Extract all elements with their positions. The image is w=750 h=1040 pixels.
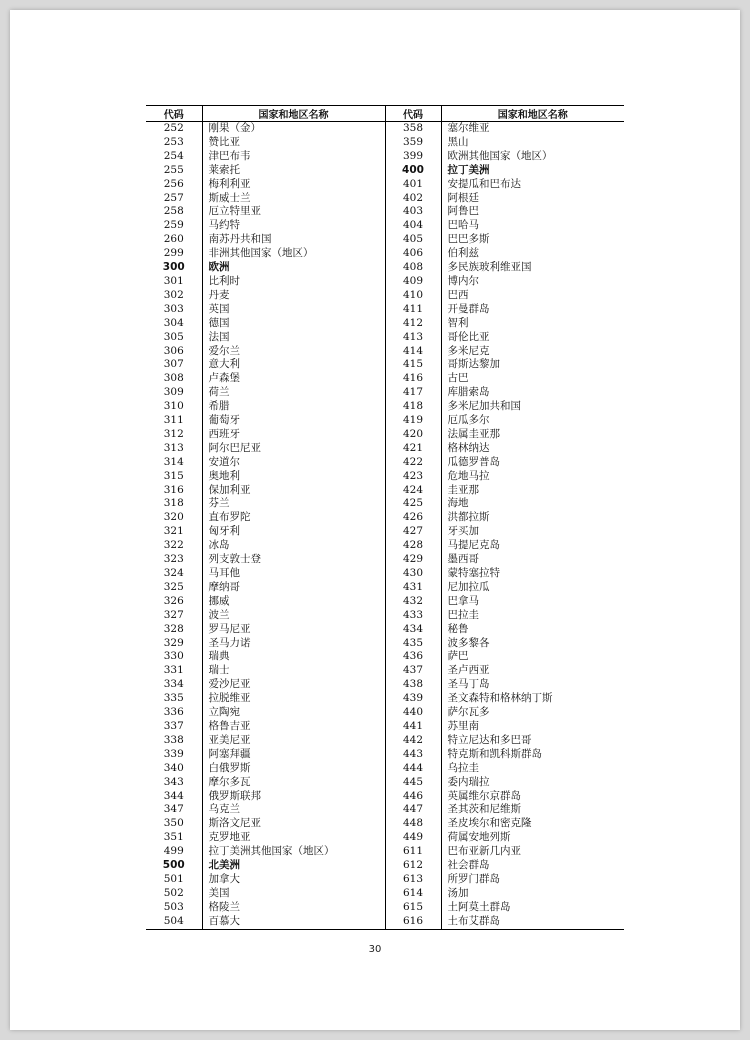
table-row: [146, 720, 624, 734]
country-name-cell: 圣其茨和尼维斯: [441, 803, 624, 817]
country-code-cell: 329: [163, 636, 184, 649]
table-row: [146, 678, 624, 692]
country-code-cell: 305: [163, 330, 184, 343]
table-row: [146, 762, 624, 776]
country-code-cell: 444: [385, 762, 441, 776]
country-code-cell: 449: [385, 831, 441, 845]
country-name-cell: 斯威士兰: [202, 192, 385, 206]
country-code-cell: 340: [163, 761, 184, 774]
country-name-cell: 秘鲁: [441, 623, 624, 637]
table-row: [146, 553, 624, 567]
country-code-cell: 615: [385, 901, 441, 915]
country-code-cell: 426: [385, 511, 441, 525]
country-code-cell: 414: [385, 345, 441, 359]
country-name-cell: 立陶宛: [202, 706, 385, 720]
country-code-cell: 612: [385, 859, 441, 873]
country-name-cell: 墨西哥: [441, 553, 624, 567]
document-page: [10, 10, 740, 1030]
country-name-cell: 巴哈马: [441, 219, 624, 233]
country-code-cell: 499: [163, 845, 184, 858]
country-name-cell: 多民族玻利维亚国: [441, 261, 624, 275]
table-row: [146, 345, 624, 359]
table-row: [146, 122, 624, 136]
country-code-cell: 310: [163, 400, 184, 413]
table-row: [146, 595, 624, 609]
country-code-cell: 424: [385, 484, 441, 498]
country-code-cell: 258: [163, 205, 184, 218]
table-row: [146, 178, 624, 192]
country-code-cell: 324: [163, 567, 184, 579]
country-name-cell: 阿塞拜疆: [202, 748, 385, 762]
table-header-row: [146, 106, 624, 122]
country-code-cell: 438: [385, 678, 441, 692]
country-name-cell: 格林纳达: [441, 442, 624, 456]
country-name-cell: 波兰: [202, 609, 385, 623]
country-name-cell: 克罗地亚: [202, 831, 385, 845]
country-code-cell: 419: [385, 414, 441, 428]
country-name-cell: 亚美尼亚: [202, 734, 385, 748]
country-name-cell: 波多黎各: [441, 637, 624, 651]
country-code-cell: 408: [385, 261, 441, 275]
country-code-cell: 501: [163, 872, 184, 885]
country-code-cell: 418: [385, 400, 441, 414]
country-name-cell: 法国: [202, 331, 385, 345]
country-code-cell: 359: [385, 136, 441, 150]
country-code-cell: 301: [163, 274, 184, 287]
table-row: [146, 915, 624, 929]
country-code-cell: 300: [162, 261, 185, 274]
country-code-cell: 415: [385, 358, 441, 372]
country-code-cell: 343: [163, 775, 184, 788]
country-name-cell: 瑞士: [202, 664, 385, 678]
country-name-cell: 莱索托: [202, 164, 385, 178]
country-code-cell: 323: [163, 553, 184, 566]
table-row: [146, 817, 624, 831]
country-code-cell: 410: [385, 289, 441, 303]
country-name-cell: 马耳他: [202, 567, 385, 581]
country-name-cell: 摩尔多瓦: [202, 776, 385, 790]
country-name-cell: 圣文森特和格林纳丁斯: [441, 692, 624, 706]
country-name-cell: 智利: [441, 317, 624, 331]
country-name-cell: 比利时: [202, 275, 385, 289]
country-code-cell: 399: [385, 150, 441, 164]
country-name-cell: 葡萄牙: [202, 414, 385, 428]
country-code-cell: 339: [163, 747, 184, 760]
country-code-cell: 417: [385, 386, 441, 400]
country-code-cell: 309: [163, 386, 184, 399]
table-row: [146, 803, 624, 817]
table-row: [146, 525, 624, 539]
country-name-cell: 丹麦: [202, 289, 385, 303]
country-name-cell: 非洲其他国家（地区）: [202, 247, 385, 261]
country-name-cell: 芬兰: [202, 497, 385, 511]
country-name-cell: 卢森堡: [202, 372, 385, 386]
country-code-cell: 448: [385, 817, 441, 831]
country-code-cell: 334: [163, 678, 184, 691]
country-code-cell: 432: [385, 595, 441, 609]
country-name-cell: 土布艾群岛: [441, 915, 624, 929]
table-row: [146, 901, 624, 915]
country-name-cell: 直布罗陀: [202, 511, 385, 525]
country-code-cell: 259: [163, 219, 184, 232]
country-name-cell: 特立尼达和多巴哥: [441, 734, 624, 748]
country-code-cell: 320: [163, 511, 184, 524]
table-body: [146, 122, 624, 930]
country-code-cell: 412: [385, 317, 441, 331]
country-name-cell: 多米尼加共和国: [441, 400, 624, 414]
country-name-cell: 北美洲: [202, 859, 385, 873]
country-name-cell: 特克斯和凯科斯群岛: [441, 748, 624, 762]
country-code-cell: 437: [385, 664, 441, 678]
table-row: [146, 581, 624, 595]
country-code-cell: 337: [163, 719, 184, 732]
table-row: [146, 247, 624, 261]
country-code-cell: 416: [385, 372, 441, 386]
header-code-right: 代码: [385, 106, 441, 122]
country-code-cell: 502: [163, 886, 184, 899]
country-name-cell: 百慕大: [202, 915, 385, 929]
country-code-cell: 402: [385, 192, 441, 206]
country-code-cell: 422: [385, 456, 441, 470]
country-code-cell: 500: [162, 859, 185, 872]
country-code-cell: 347: [163, 803, 184, 816]
country-name-cell: 圣马丁岛: [441, 678, 624, 692]
country-name-cell: 欧洲: [202, 261, 385, 275]
table-row: [146, 372, 624, 386]
country-code-cell: 338: [163, 733, 184, 746]
country-name-cell: 希腊: [202, 400, 385, 414]
country-name-cell: 牙买加: [441, 525, 624, 539]
country-name-cell: 阿尔巴尼亚: [202, 442, 385, 456]
country-name-cell: 圭亚那: [441, 484, 624, 498]
country-name-cell: 尼加拉瓜: [441, 581, 624, 595]
country-code-cell: 411: [385, 303, 441, 317]
table-row: [146, 650, 624, 664]
country-code-cell: 413: [385, 331, 441, 345]
country-code-cell: 306: [163, 344, 184, 357]
country-name-cell: 巴拉圭: [441, 609, 624, 623]
country-code-cell: 304: [163, 316, 184, 329]
country-code-cell: 425: [385, 497, 441, 511]
country-code-cell: 318: [163, 497, 184, 510]
table-row: [146, 776, 624, 790]
country-code-cell: 439: [385, 692, 441, 706]
country-code-cell: 350: [163, 817, 184, 830]
country-code-cell: 445: [385, 776, 441, 790]
country-code-cell: 400: [385, 164, 441, 178]
table-row: [146, 873, 624, 887]
country-name-cell: 梅利利亚: [202, 178, 385, 192]
table-row: [146, 748, 624, 762]
country-name-cell: 库腊索岛: [441, 386, 624, 400]
table-row: [146, 845, 624, 859]
country-name-cell: 伯利兹: [441, 247, 624, 261]
country-code-cell: 421: [385, 442, 441, 456]
country-code-cell: 503: [163, 900, 184, 913]
country-name-cell: 圣皮埃尔和密克隆: [441, 817, 624, 831]
country-name-cell: 萨尔瓦多: [441, 706, 624, 720]
table-row: [146, 192, 624, 206]
country-name-cell: 苏里南: [441, 720, 624, 734]
country-name-cell: 博内尔: [441, 275, 624, 289]
country-name-cell: 土阿莫土群岛: [441, 901, 624, 915]
country-name-cell: 汤加: [441, 887, 624, 901]
country-name-cell: 格陵兰: [202, 901, 385, 915]
country-name-cell: 多米尼克: [441, 345, 624, 359]
country-name-cell: 赞比亚: [202, 136, 385, 150]
country-code-table: [146, 105, 624, 930]
country-code-cell: 431: [385, 581, 441, 595]
country-code-cell: 315: [163, 469, 184, 482]
country-name-cell: 拉丁美洲: [441, 164, 624, 178]
country-name-cell: 列支敦士登: [202, 553, 385, 567]
country-code-cell: 256: [163, 177, 184, 190]
table-row: [146, 317, 624, 331]
country-code-cell: 260: [163, 233, 184, 246]
country-name-cell: 马提尼克岛: [441, 539, 624, 553]
country-code-cell: 403: [385, 205, 441, 219]
country-code-cell: 253: [163, 135, 184, 148]
country-code-cell: 611: [385, 845, 441, 859]
country-code-cell: 316: [163, 483, 184, 496]
country-code-cell: 440: [385, 706, 441, 720]
country-code-cell: 344: [163, 789, 184, 802]
table-row: [146, 511, 624, 525]
country-code-cell: 435: [385, 637, 441, 651]
table-row: [146, 331, 624, 345]
country-name-cell: 保加利亚: [202, 484, 385, 498]
country-code-cell: 613: [385, 873, 441, 887]
table-row: [146, 470, 624, 484]
table-row: [146, 623, 624, 637]
country-name-cell: 摩纳哥: [202, 581, 385, 595]
table-row: [146, 358, 624, 372]
table-row: [146, 400, 624, 414]
country-code-cell: 336: [163, 706, 184, 719]
country-code-cell: 308: [163, 372, 184, 385]
table-row: [146, 664, 624, 678]
table-row: [146, 386, 624, 400]
country-code-cell: 322: [163, 539, 184, 552]
country-name-cell: 哥伦比亚: [441, 331, 624, 345]
country-code-cell: 312: [163, 427, 184, 440]
country-name-cell: 巴布亚新几内亚: [441, 845, 624, 859]
country-name-cell: 所罗门群岛: [441, 873, 624, 887]
country-name-cell: 美国: [202, 887, 385, 901]
country-name-cell: 俄罗斯联邦: [202, 790, 385, 804]
country-name-cell: 爱尔兰: [202, 345, 385, 359]
country-name-cell: 巴巴多斯: [441, 233, 624, 247]
country-code-cell: 405: [385, 233, 441, 247]
country-code-cell: 321: [163, 525, 184, 538]
table-row: [146, 539, 624, 553]
country-code-cell: 313: [163, 441, 184, 454]
country-code-cell: 327: [163, 608, 184, 621]
country-name-cell: 乌拉圭: [441, 762, 624, 776]
country-name-cell: 荷属安地列斯: [441, 831, 624, 845]
country-name-cell: 阿鲁巴: [441, 205, 624, 219]
table-row: [146, 456, 624, 470]
table-row: [146, 414, 624, 428]
country-code-cell: 252: [163, 122, 184, 134]
country-code-cell: 406: [385, 247, 441, 261]
country-name-cell: 加拿大: [202, 873, 385, 887]
country-code-cell: 446: [385, 790, 441, 804]
country-code-cell: 254: [163, 149, 184, 162]
country-code-cell: 257: [163, 191, 184, 204]
country-name-cell: 意大利: [202, 358, 385, 372]
country-code-cell: 436: [385, 650, 441, 664]
table-row: [146, 289, 624, 303]
country-name-cell: 津巴布韦: [202, 150, 385, 164]
table-row: [146, 136, 624, 150]
country-code-cell: 330: [163, 650, 184, 663]
country-code-cell: 504: [146, 915, 202, 929]
country-name-cell: 蒙特塞拉特: [441, 567, 624, 581]
country-name-cell: 社会群岛: [441, 859, 624, 873]
header-code-left: 代码: [146, 106, 202, 122]
country-code-cell: 302: [163, 288, 184, 301]
country-code-cell: 328: [163, 622, 184, 635]
country-code-cell: 428: [385, 539, 441, 553]
country-name-cell: 拉脱维亚: [202, 692, 385, 706]
country-name-cell: 厄立特里亚: [202, 205, 385, 219]
country-name-cell: 巴西: [441, 289, 624, 303]
country-name-cell: 哥斯达黎加: [441, 358, 624, 372]
country-code-cell: 614: [385, 887, 441, 901]
country-name-cell: 奥地利: [202, 470, 385, 484]
table-row: [146, 233, 624, 247]
table-row: [146, 887, 624, 901]
page-number: 30: [368, 944, 382, 955]
country-name-cell: 瑞典: [202, 650, 385, 664]
header-name-left: 国家和地区名称: [202, 106, 385, 122]
country-code-cell: 443: [385, 748, 441, 762]
country-name-cell: 海地: [441, 497, 624, 511]
table-row: [146, 164, 624, 178]
country-name-cell: 圣马力诺: [202, 637, 385, 651]
country-name-cell: 乌克兰: [202, 803, 385, 817]
country-code-cell: 303: [163, 302, 184, 315]
country-name-cell: 安道尔: [202, 456, 385, 470]
country-code-cell: 326: [163, 594, 184, 607]
table-row: [146, 706, 624, 720]
table-row: [146, 303, 624, 317]
country-code-cell: 325: [163, 580, 184, 593]
country-name-cell: 荷兰: [202, 386, 385, 400]
table-row: [146, 205, 624, 219]
country-code-cell: 429: [385, 553, 441, 567]
country-name-cell: 英属维尔京群岛: [441, 790, 624, 804]
country-name-cell: 拉丁美洲其他国家（地区）: [202, 845, 385, 859]
country-code-cell: 423: [385, 470, 441, 484]
country-name-cell: 罗马尼亚: [202, 623, 385, 637]
country-name-cell: 爱沙尼亚: [202, 678, 385, 692]
country-code-cell: 358: [385, 122, 441, 136]
country-code-cell: 314: [163, 455, 184, 468]
country-code-cell: 442: [385, 734, 441, 748]
country-name-cell: 马约特: [202, 219, 385, 233]
table-row: [146, 567, 624, 581]
table-row: [146, 790, 624, 804]
country-name-cell: 挪威: [202, 595, 385, 609]
country-name-cell: 瓜德罗普岛: [441, 456, 624, 470]
country-code-cell: 616: [385, 915, 441, 929]
country-name-cell: 圣卢西亚: [441, 664, 624, 678]
country-name-cell: 危地马拉: [441, 470, 624, 484]
table-row: [146, 692, 624, 706]
country-name-cell: 德国: [202, 317, 385, 331]
country-code-cell: 434: [385, 623, 441, 637]
country-name-cell: 开曼群岛: [441, 303, 624, 317]
country-name-cell: 安提瓜和巴布达: [441, 178, 624, 192]
country-name-cell: 英国: [202, 303, 385, 317]
country-code-cell: 335: [163, 692, 184, 705]
country-name-cell: 古巴: [441, 372, 624, 386]
country-code-cell: 420: [385, 428, 441, 442]
country-code-cell: 447: [385, 803, 441, 817]
country-code-cell: 404: [385, 219, 441, 233]
country-name-cell: 南苏丹共和国: [202, 233, 385, 247]
country-name-cell: 萨巴: [441, 650, 624, 664]
country-name-cell: 格鲁吉亚: [202, 720, 385, 734]
table-row: [146, 831, 624, 845]
country-code-cell: 255: [163, 163, 184, 176]
country-name-cell: 委内瑞拉: [441, 776, 624, 790]
table-row: [146, 859, 624, 873]
country-code-cell: 409: [385, 275, 441, 289]
country-name-cell: 塞尔维亚: [441, 122, 624, 136]
country-name-cell: 厄瓜多尔: [441, 414, 624, 428]
country-name-cell: 巴拿马: [441, 595, 624, 609]
table-row: [146, 428, 624, 442]
country-name-cell: 洪都拉斯: [441, 511, 624, 525]
country-code-cell: 433: [385, 609, 441, 623]
country-name-cell: 白俄罗斯: [202, 762, 385, 776]
table-row: [146, 637, 624, 651]
country-code-cell: 299: [163, 247, 184, 260]
country-code-cell: 427: [385, 525, 441, 539]
header-name-right: 国家和地区名称: [441, 106, 624, 122]
country-code-cell: 441: [385, 720, 441, 734]
country-code-cell: 307: [163, 358, 184, 371]
country-code-cell: 331: [163, 664, 184, 677]
table-row: [146, 275, 624, 289]
table-row: [146, 261, 624, 275]
table-row: [146, 150, 624, 164]
country-name-cell: 西班牙: [202, 428, 385, 442]
country-name-cell: 斯洛文尼亚: [202, 817, 385, 831]
country-code-cell: 311: [163, 414, 184, 427]
country-name-cell: 法属圭亚那: [441, 428, 624, 442]
country-code-cell: 430: [385, 567, 441, 581]
country-code-cell: 351: [163, 831, 184, 844]
country-name-cell: 匈牙利: [202, 525, 385, 539]
country-name-cell: 阿根廷: [441, 192, 624, 206]
country-name-cell: 欧洲其他国家（地区）: [441, 150, 624, 164]
table-row: [146, 442, 624, 456]
country-name-cell: 冰岛: [202, 539, 385, 553]
country-code-cell: 401: [385, 178, 441, 192]
table-row: [146, 609, 624, 623]
table-row: [146, 219, 624, 233]
table-row: [146, 497, 624, 511]
country-name-cell: 刚果（金）: [202, 122, 385, 136]
table-row: [146, 484, 624, 498]
country-name-cell: 黑山: [441, 136, 624, 150]
table-row: [146, 734, 624, 748]
